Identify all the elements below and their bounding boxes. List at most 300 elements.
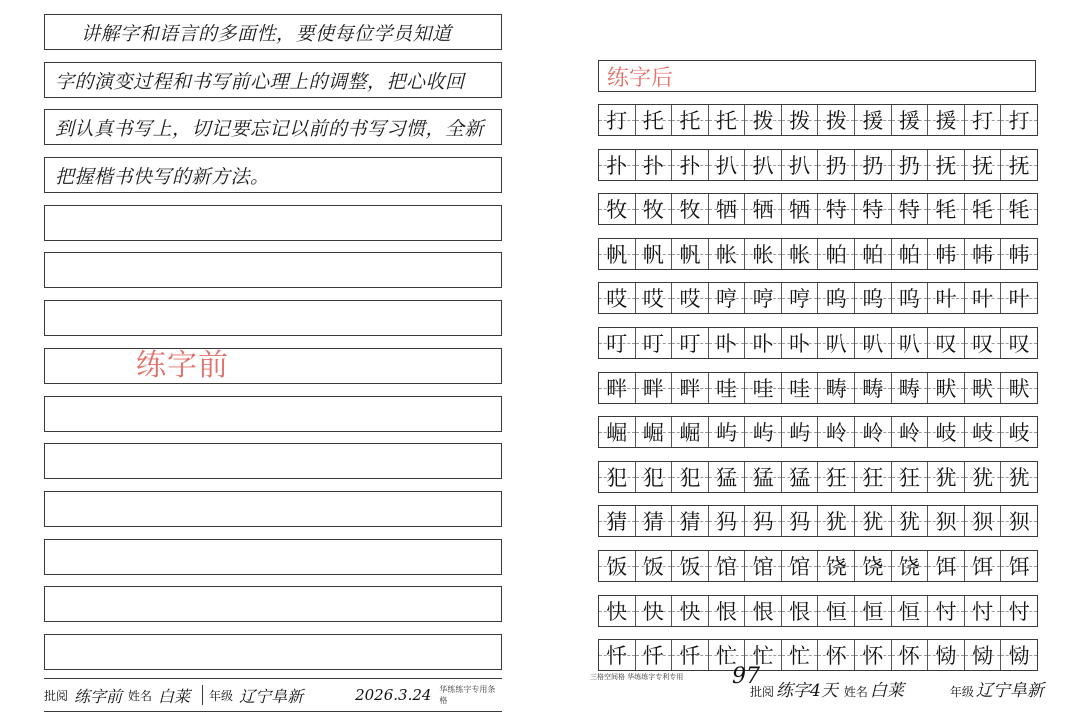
grid-cell [636,194,673,224]
grid-cell [782,328,819,358]
practice-character: 忏 [679,644,701,669]
practice-character: 帐 [752,242,774,267]
footer-divider [202,685,203,705]
practice-character: 牦 [972,198,994,223]
grid-row [598,193,1038,225]
practice-character: 狈 [1008,510,1030,535]
grid-cell [709,239,746,269]
practice-character: 畴 [862,376,884,401]
grid-cell [636,328,673,358]
grid-row [598,282,1038,314]
practice-character: 叮 [679,331,701,356]
grid-cell [855,283,892,313]
grid-cell [818,640,855,670]
practice-character: 牧 [606,198,628,223]
practice-character: 叮 [642,331,664,356]
practice-character: 怀 [862,644,884,669]
practice-character: 快 [606,599,628,624]
practice-character: 叶 [972,287,994,312]
practice-character: 忖 [972,599,994,624]
after-title-box [598,60,1036,92]
grid-cell [892,239,929,269]
practice-character: 畴 [898,376,920,401]
review-label: 批阅 [44,688,69,703]
practice-character: 牺 [789,198,811,223]
grid-cell [855,462,892,492]
grid-cell [672,105,709,135]
practice-character: 恸 [972,644,994,669]
grid-cell [855,596,892,626]
practice-character: 扔 [825,153,847,178]
practice-character: 扒 [789,153,811,178]
grid-cell [599,150,636,180]
review-label: 批阅 [750,685,775,699]
grid-cell [928,328,965,358]
grid-cell [709,596,746,626]
practice-character: 岭 [898,421,920,446]
practice-character: 饭 [642,554,664,579]
grid-cell [928,506,965,536]
grid-cell [1001,596,1037,626]
grid-cell [745,105,782,135]
practice-character: 屿 [716,421,738,446]
writing-line [44,205,502,241]
grid-cell [672,417,709,447]
handwritten-text: 到认真书写上，切记要忘记以前的书写习惯，全新 [55,118,485,141]
grid-cell [599,640,636,670]
grid-cell [782,462,819,492]
grid-cell [636,596,673,626]
grid-row [598,461,1038,493]
grid-cell [672,283,709,313]
practice-character: 托 [642,109,664,133]
practice-character: 犹 [972,465,994,490]
practice-character: 叭 [825,331,847,356]
after-watermark: 练字后 [607,66,674,91]
practice-character: 饵 [972,554,994,579]
practice-character: 饶 [898,554,920,579]
practice-character: 打 [606,109,628,133]
practice-character: 援 [862,109,884,133]
practice-character: 饶 [825,554,847,579]
practice-character: 饵 [935,554,957,579]
grid-cell [1001,462,1037,492]
practice-character: 帕 [862,242,884,267]
grid-cell [672,506,709,536]
grid-cell [892,596,929,626]
practice-character: 猜 [679,510,701,535]
name-value: 白莱 [158,686,191,706]
practice-character: 扒 [716,153,738,178]
practice-character: 扑 [606,153,628,178]
brand-text: 华练练字专用条格 [439,685,496,705]
grid-cell [1001,328,1037,358]
grid-cell [672,373,709,403]
grid-cell [782,417,819,447]
grid-cell [928,417,965,447]
practice-character: 援 [898,109,920,133]
grid-cell [782,239,819,269]
grid-cell [599,328,636,358]
practice-character: 扑 [679,153,701,178]
practice-character: 呜 [825,287,847,312]
practice-character: 呜 [862,287,884,312]
practice-character: 狈 [972,510,994,535]
grid-cell [855,506,892,536]
practice-character: 帏 [1008,242,1030,267]
grid-cell [892,506,929,536]
practice-character: 哇 [752,376,774,401]
grid-cell [709,150,746,180]
practice-character: 狂 [862,465,884,490]
grid-cell [599,596,636,626]
writing-line [44,300,502,336]
practice-character: 犸 [789,510,811,535]
practice-character: 忙 [752,644,774,669]
grid-cell [745,373,782,403]
practice-character: 帕 [898,242,920,267]
grid-cell [709,105,746,135]
practice-character: 哼 [789,287,811,312]
practice-character: 打 [972,109,994,133]
practice-character: 帏 [935,242,957,267]
grid-cell [1001,640,1037,670]
practice-character: 哎 [606,287,628,312]
grid-cell [818,150,855,180]
writing-line [44,443,502,479]
writing-line [44,252,502,288]
grid-cell [1001,105,1037,135]
practice-character: 狂 [898,465,920,490]
grid-cell [745,506,782,536]
grid-row [598,550,1038,582]
grid-cell [709,283,746,313]
practice-character: 叶 [935,287,957,312]
grid-cell [636,239,673,269]
practice-character: 忖 [935,599,957,624]
grid-cell [745,239,782,269]
grid-cell [599,417,636,447]
grid-cell [892,640,929,670]
practice-character: 帆 [642,242,664,267]
writing-line [44,14,502,50]
practice-character: 扒 [752,153,774,178]
grid-cell [928,462,965,492]
grid-row [598,595,1038,627]
practice-character: 馆 [752,554,774,579]
grid-cell [599,373,636,403]
practice-character: 忙 [789,644,811,669]
writing-line [44,634,502,670]
practice-character: 托 [716,109,738,133]
practice-character: 特 [862,198,884,223]
grid-cell [928,150,965,180]
grid-cell [745,596,782,626]
grid-cell [599,105,636,135]
practice-character: 卟 [789,331,811,356]
grid-cell [599,506,636,536]
practice-character: 猛 [752,465,774,490]
practice-character: 哼 [752,287,774,312]
practice-character: 帕 [825,242,847,267]
grid-cell [855,150,892,180]
grid-cell [745,150,782,180]
before-watermark: 练字前 [136,348,229,383]
practice-character: 恒 [825,599,847,624]
practice-character: 特 [825,198,847,223]
grid-cell [782,150,819,180]
practice-character: 犹 [898,510,920,535]
practice-character: 托 [679,109,701,133]
practice-character: 牧 [642,198,664,223]
grid-cell [672,640,709,670]
grid-row [598,372,1038,404]
practice-character: 扔 [898,153,920,178]
grid-cell [965,462,1002,492]
practice-character: 抚 [1008,153,1030,178]
grid-cell [965,239,1002,269]
practice-character: 哎 [642,287,664,312]
practice-character: 恨 [752,599,774,624]
practice-character: 忏 [606,644,628,669]
practice-character: 牦 [1008,198,1030,223]
practice-character: 怀 [825,644,847,669]
grade-value: 辽宁阜新 [975,681,1044,701]
practice-character: 馆 [789,554,811,579]
grid-cell [892,150,929,180]
grid-cell [782,105,819,135]
practice-character: 恨 [789,599,811,624]
practice-character: 援 [935,109,957,133]
grid-cell [928,105,965,135]
grid-cell [745,551,782,581]
practice-character: 犹 [1008,465,1030,490]
grid-row [598,149,1038,181]
date-text: 2026.3.24 [355,686,432,704]
grid-cell [599,551,636,581]
grid-cell [672,462,709,492]
grid-cell [1001,373,1037,403]
grid-cell [965,506,1002,536]
grid-cell [636,283,673,313]
grid-cell [709,328,746,358]
print-note: 三格空间格 华练练字专利专用 [590,673,684,681]
grid-cell [818,283,855,313]
grid-cell [599,239,636,269]
grid-cell [1001,506,1037,536]
grid-cell [1001,150,1037,180]
grid-cell [818,373,855,403]
grid-cell [965,328,1002,358]
practice-character: 叶 [1008,287,1030,312]
grid-cell [855,417,892,447]
practice-character: 帆 [679,242,701,267]
practice-character: 忙 [716,644,738,669]
grid-cell [928,283,965,313]
grid-cell [636,417,673,447]
practice-character: 叭 [898,331,920,356]
writing-line [44,396,502,432]
grid-cell [782,373,819,403]
grid-cell [892,551,929,581]
practice-character: 叹 [972,331,994,356]
grid-cell [709,417,746,447]
practice-character: 叹 [935,331,957,356]
lined-writing-area [44,14,502,682]
practice-character: 畎 [972,376,994,401]
grid-cell [892,373,929,403]
practice-character: 犹 [935,465,957,490]
practice-character: 快 [642,599,664,624]
character-grid [598,104,1038,684]
grid-cell [965,283,1002,313]
grid-cell [636,506,673,536]
grid-cell [709,194,746,224]
grid-cell [818,239,855,269]
grid-row [598,327,1038,359]
grid-cell [782,283,819,313]
practice-character: 牧 [679,198,701,223]
grid-cell [965,551,1002,581]
practice-character: 牦 [935,198,957,223]
grid-cell [855,551,892,581]
grid-cell [782,551,819,581]
grid-row [598,639,1038,671]
practice-character: 崛 [606,421,628,446]
practice-character: 哎 [679,287,701,312]
grid-cell [782,194,819,224]
handwritten-text: 字的演变过程和书写前心理上的调整，把心收回 [55,70,465,93]
writing-line [44,348,502,384]
grid-cell [928,640,965,670]
after-footer [590,664,1060,702]
practice-character: 畔 [606,376,628,401]
practice-character: 打 [1008,109,1030,133]
grid-cell [672,150,709,180]
practice-character: 猜 [606,510,628,535]
practice-character: 抚 [972,153,994,178]
grid-cell [709,462,746,492]
grid-cell [636,462,673,492]
before-footer [44,678,502,712]
grid-cell [928,194,965,224]
grid-cell [928,551,965,581]
writing-line [44,491,502,527]
grid-cell [672,194,709,224]
grid-cell [745,417,782,447]
grid-cell [672,239,709,269]
grid-cell [855,328,892,358]
grid-cell [782,596,819,626]
grade-label: 年级 [209,688,234,703]
practice-character: 屿 [752,421,774,446]
practice-character: 哇 [716,376,738,401]
practice-character: 哇 [789,376,811,401]
practice-character: 狂 [825,465,847,490]
grid-cell [1001,551,1037,581]
practice-character: 犹 [825,510,847,535]
grid-cell [599,283,636,313]
practice-character: 卟 [716,331,738,356]
grid-cell [928,239,965,269]
practice-character: 岭 [825,421,847,446]
practice-character: 犯 [642,465,664,490]
grid-cell [709,506,746,536]
grid-cell [892,283,929,313]
practice-character: 狈 [935,510,957,535]
practice-character: 拨 [825,109,847,133]
grid-cell [636,640,673,670]
grade-value: 辽宁阜新 [239,686,304,706]
after-practice-sheet [568,0,1068,726]
practice-character: 帏 [972,242,994,267]
practice-character: 猜 [642,510,664,535]
grid-cell [672,551,709,581]
grid-cell [745,283,782,313]
grid-cell [636,373,673,403]
grid-cell [965,150,1002,180]
grid-row [598,416,1038,448]
grid-cell [636,105,673,135]
practice-character: 卟 [752,331,774,356]
grid-cell [928,373,965,403]
practice-character: 拨 [789,109,811,133]
practice-character: 恸 [935,644,957,669]
writing-line [44,109,502,145]
practice-character: 扑 [642,153,664,178]
practice-character: 犸 [716,510,738,535]
grid-cell [745,328,782,358]
handwritten-text: 讲解字和语言的多面性，要使每位学员知道 [81,23,452,45]
practice-character: 犯 [606,465,628,490]
handwritten-text: 把握楷书快写的新方法。 [55,166,270,189]
review-value: 练字4天 [776,681,838,701]
practice-character: 牺 [752,198,774,223]
practice-character: 岐 [972,421,994,446]
practice-character: 忖 [1008,599,1030,624]
practice-character: 畎 [1008,376,1030,401]
name-value: 白莱 [869,681,904,701]
practice-character: 饵 [1008,554,1030,579]
grid-cell [818,105,855,135]
grid-row [598,104,1038,136]
grid-cell [965,373,1002,403]
grid-cell [892,328,929,358]
grid-cell [965,640,1002,670]
grid-cell [892,105,929,135]
grid-cell [709,373,746,403]
grid-cell [928,596,965,626]
grid-cell [1001,194,1037,224]
practice-character: 犸 [752,510,774,535]
grid-cell [636,551,673,581]
practice-character: 叮 [606,331,628,356]
practice-character: 叭 [862,331,884,356]
grid-cell [855,105,892,135]
grid-cell [892,417,929,447]
grid-cell [636,150,673,180]
practice-character: 饶 [862,554,884,579]
practice-character: 帐 [789,242,811,267]
grade-label: 年级 [949,685,974,699]
practice-character: 帐 [716,242,738,267]
grid-cell [818,462,855,492]
grid-row [598,238,1038,270]
practice-character: 畔 [679,376,701,401]
name-label: 姓名 [843,685,868,699]
practice-character: 猛 [789,465,811,490]
grid-cell [855,194,892,224]
